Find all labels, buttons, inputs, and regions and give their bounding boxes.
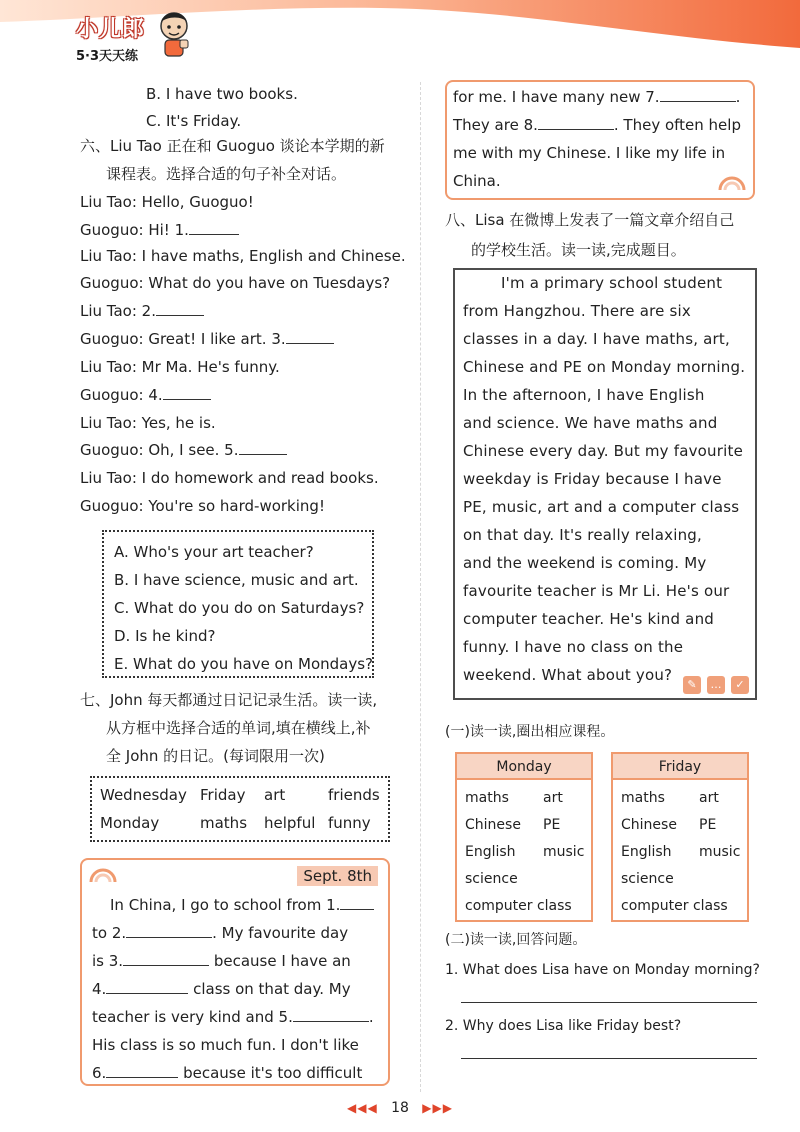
dialogue-text: Guoguo: Oh, I see. 5.: [80, 441, 239, 459]
logo-title: 小儿郎: [76, 17, 146, 42]
logo-subtitle: 5·3天天练: [76, 49, 139, 64]
dialogue-line: [80, 329, 334, 349]
edit-icon[interactable]: ✎: [683, 676, 701, 694]
answer-blank-d5[interactable]: [293, 1008, 369, 1022]
answer-blank-5[interactable]: [239, 441, 287, 455]
answer-line-1[interactable]: [461, 1002, 757, 1003]
friday-header: Friday: [613, 754, 747, 780]
article-line: and science. We have maths and: [463, 414, 718, 432]
word-item: helpful: [264, 814, 316, 832]
article-line: favourite teacher is Mr Li. He's our: [463, 582, 730, 600]
timetable-item[interactable]: music: [699, 844, 741, 860]
answer-blank-d7[interactable]: [660, 88, 736, 102]
diary-line: [92, 952, 351, 970]
dialogue-text: Guoguo: Great! I like art. 3.: [80, 330, 286, 348]
diary-line: [453, 116, 741, 134]
option-e: E. What do you have on Mondays?: [114, 655, 374, 673]
comment-icon[interactable]: …: [707, 676, 725, 694]
diary-text: to 2.: [92, 924, 127, 942]
answer-blank-2[interactable]: [156, 302, 204, 316]
word-bank: [90, 776, 390, 842]
answer-blank-d2[interactable]: [126, 924, 212, 938]
mascot-icon: [156, 10, 192, 64]
article-line: In the afternoon, I have English: [463, 386, 705, 404]
timetable-item[interactable]: art: [543, 790, 563, 806]
diary-line: [92, 924, 348, 942]
answer-blank-3[interactable]: [286, 330, 334, 344]
lisa-article: [453, 268, 757, 700]
dialogue-line: [80, 385, 211, 405]
friday-timetable: [611, 752, 749, 922]
diary-text: because it's too difficult: [183, 1064, 363, 1082]
word-item: art: [264, 786, 286, 804]
dialogue-text: Guoguo: 4.: [80, 386, 163, 404]
section-8-title-2: 的学校生活。读一读,完成题目。: [471, 241, 686, 259]
monday-header: Monday: [457, 754, 591, 780]
word-item: maths: [200, 814, 248, 832]
section-8-title-1: 八、Lisa 在微博上发表了一篇文章介绍自己: [445, 211, 735, 229]
timetable-item[interactable]: PE: [699, 817, 717, 833]
article-line: weekday is Friday because I have: [463, 470, 722, 488]
diary-text: . They often help: [613, 116, 741, 134]
word-item: Monday: [100, 814, 160, 832]
dialogue-line: [80, 301, 204, 321]
article-line: classes in a day. I have maths, art,: [463, 330, 730, 348]
timetable-item[interactable]: English: [465, 844, 516, 860]
prev-option-b: B. I have two books.: [146, 85, 298, 103]
diary-text: . My favourite day: [212, 924, 349, 942]
option-b: B. I have science, music and art.: [114, 571, 359, 589]
diary-card-continued: [445, 80, 755, 200]
section-7-title-2: 从方框中选择合适的单词,填在横线上,补: [106, 719, 371, 737]
timetable-item[interactable]: computer class: [465, 898, 572, 914]
diary-text: 6.: [92, 1064, 107, 1082]
word-item: Wednesday: [100, 786, 187, 804]
timetable-item[interactable]: Chinese: [465, 817, 521, 833]
diary-line: me with my Chinese. I like my life in: [453, 144, 726, 162]
thumbs-up-icon[interactable]: ✓: [731, 676, 749, 694]
diary-card: [80, 858, 390, 1086]
timetable-item[interactable]: music: [543, 844, 585, 860]
diary-line: His class is so much fun. I don't like: [92, 1036, 359, 1054]
diary-text: for me. I have many new 7.: [453, 88, 660, 106]
timetable-item[interactable]: maths: [465, 790, 509, 806]
dialogue-line: Liu Tao: I have maths, English and Chinese.: [80, 247, 406, 265]
dialogue-line: Liu Tao: I do homework and read books.: [80, 469, 379, 487]
diary-line: [110, 896, 374, 914]
article-line: PE, music, art and a computer class: [463, 498, 740, 516]
prev-arrows-icon: ◀◀◀: [347, 1101, 378, 1115]
part-2-title: (二)读一读,回答问题。: [445, 932, 587, 948]
article-line: and the weekend is coming. My: [463, 554, 707, 572]
diary-text: teacher is very kind and 5.: [92, 1008, 293, 1026]
dialogue-line: [80, 440, 287, 460]
diary-date: Sept. 8th: [297, 866, 378, 886]
article-line: Chinese and PE on Monday morning.: [463, 358, 746, 376]
column-divider: [420, 82, 421, 1092]
article-line: from Hangzhou. There are six: [463, 302, 691, 320]
answer-blank-d1[interactable]: [340, 896, 374, 910]
option-a: A. Who's your art teacher?: [114, 543, 314, 561]
answer-blank-d8[interactable]: [538, 116, 614, 130]
answer-line-2[interactable]: [461, 1058, 757, 1059]
timetable-item[interactable]: science: [465, 871, 518, 887]
dialogue-line: Guoguo: What do you have on Tuesdays?: [80, 274, 391, 292]
timetable-item[interactable]: maths: [621, 790, 665, 806]
diary-line: [92, 1064, 362, 1082]
dialogue-line: Liu Tao: Yes, he is.: [80, 414, 216, 432]
part-1-title: (一)读一读,圈出相应课程。: [445, 724, 615, 740]
dialogue-text: Liu Tao: 2.: [80, 302, 156, 320]
option-d: D. Is he kind?: [114, 627, 216, 645]
answer-blank-1[interactable]: [189, 221, 239, 235]
diary-text: class on that day. My: [193, 980, 351, 998]
diary-line: teacher is very kind and 5. .: [92, 1008, 374, 1026]
article-line: computer teacher. He's kind and: [463, 610, 715, 628]
section-7-title-1: 七、John 每天都通过日记记录生活。读一读,: [80, 691, 378, 709]
dialogue-line: [80, 220, 239, 240]
timetable-item[interactable]: English: [621, 844, 672, 860]
diary-text: 4.: [92, 980, 107, 998]
prev-option-c: C. It's Friday.: [146, 112, 242, 130]
question-2: 2. Why does Lisa like Friday best?: [445, 1018, 682, 1034]
article-line: Chinese every day. But my favourite: [463, 442, 744, 460]
article-line: on that day. It's really relaxing,: [463, 526, 702, 544]
section-6-title-1: 六、Liu Tao 正在和 Guoguo 谈论本学期的新: [80, 137, 385, 155]
diary-text: is 3.: [92, 952, 124, 970]
timetable-item[interactable]: computer class: [621, 898, 728, 914]
brand-logo: [76, 12, 145, 64]
diary-line: for me. I have many new 7. .: [453, 88, 741, 106]
dialogue-line: Liu Tao: Hello, Guoguo!: [80, 193, 254, 211]
rainbow-icon: [717, 174, 747, 192]
dialogue-line: Liu Tao: Mr Ma. He's funny.: [80, 358, 280, 376]
answer-blank-d6[interactable]: [106, 1064, 178, 1078]
article-line: funny. I have no class on the: [463, 638, 684, 656]
question-1: 1. What does Lisa have on Monday morning?: [445, 962, 760, 978]
dialogue-line: Guoguo: You're so hard-working!: [80, 497, 325, 515]
next-arrows-icon: ▶▶▶: [422, 1101, 453, 1115]
article-line: weekend. What about you?: [463, 666, 673, 684]
option-c: C. What do you do on Saturdays?: [114, 599, 365, 617]
diary-line: China.: [453, 172, 501, 190]
timetable-item[interactable]: PE: [543, 817, 561, 833]
dialogue-text: Guoguo: Hi! 1.: [80, 221, 189, 239]
social-icons: [683, 676, 749, 694]
word-item: friends: [328, 786, 380, 804]
timetable-item[interactable]: Chinese: [621, 817, 677, 833]
timetable-item[interactable]: science: [621, 871, 674, 887]
monday-timetable: [455, 752, 593, 922]
section-7-title-3: 全 John 的日记。(每词限用一次): [106, 747, 325, 765]
timetable-item[interactable]: art: [699, 790, 719, 806]
answer-blank-d3[interactable]: [123, 952, 209, 966]
article-line: I'm a primary school student: [501, 274, 723, 292]
word-item: Friday: [200, 786, 246, 804]
answer-blank-d4[interactable]: [106, 980, 188, 994]
diary-line: [92, 980, 351, 998]
diary-text: In China, I go to school from 1.: [110, 896, 341, 914]
word-item: funny: [328, 814, 371, 832]
page-footer: [0, 1100, 800, 1116]
diary-text: because I have an: [213, 952, 351, 970]
answer-blank-4[interactable]: [163, 386, 211, 400]
options-box: [102, 530, 374, 678]
page-number: 18: [391, 1100, 409, 1116]
rainbow-icon: [88, 864, 118, 886]
section-6-title-2: 课程表。选择合适的句子补全对话。: [106, 165, 347, 183]
diary-text: They are 8.: [453, 116, 538, 134]
